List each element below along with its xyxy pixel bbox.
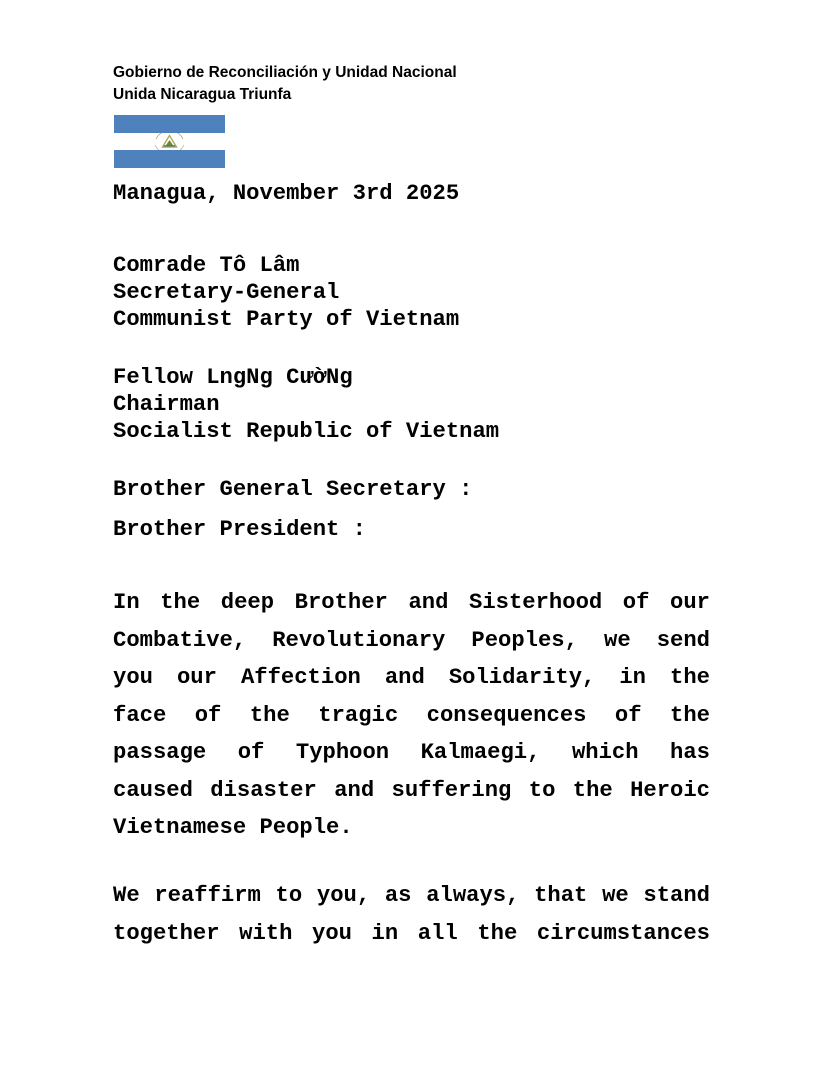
text-line: In the deep Brother and Sisterhood of our	[113, 590, 710, 615]
text-line: Fellow LngNg CườNg	[113, 365, 353, 390]
text-line: you our Affection and Solidarity, in the	[113, 665, 710, 690]
text-line: We reaffirm to you, as always, that we stand	[113, 883, 710, 908]
text-line: Combative, Revolutionary Peoples, we send	[113, 627, 710, 653]
text-line: face of the tragic consequences of the	[113, 702, 710, 728]
letterhead-line-2: Unida Nicaragua Triunfa	[113, 85, 292, 103]
letterhead-line-1: Gobierno de Reconciliación y Unidad Nacional	[113, 64, 457, 81]
flag-emblem-icon	[149, 133, 190, 150]
text-line: passage of Typhoon Kalmaegi, which has	[113, 740, 710, 765]
text-line: Comrade Tô Lâm	[113, 253, 300, 278]
text-line: Communist Party of Vietnam	[113, 307, 460, 332]
text-line: Socialist Republic of Vietnam	[113, 419, 500, 444]
text-line: caused disaster and suffering to the Heroic	[113, 777, 710, 803]
body-paragraph-2	[113, 877, 710, 952]
text-line: Vietnamese People.	[113, 815, 353, 840]
salutation-block	[113, 470, 473, 549]
text-line: Brother President :	[113, 516, 366, 542]
flag-stripe-blue-top	[114, 115, 225, 133]
body-paragraph-1	[113, 584, 710, 847]
nicaragua-flag	[114, 115, 225, 168]
date-line: Managua, November 3rd 2025	[113, 181, 460, 206]
letterhead	[113, 62, 457, 105]
recipient-block-president	[113, 364, 499, 445]
recipient-block-general-secretary	[113, 252, 459, 333]
text-line: together with you in all the circumstances	[113, 920, 710, 946]
text-line: Brother General Secretary :	[113, 477, 473, 502]
flag-stripe-blue-bottom	[114, 150, 225, 168]
text-line: Chairman	[113, 392, 220, 417]
text-line: Secretary-General	[113, 280, 340, 305]
